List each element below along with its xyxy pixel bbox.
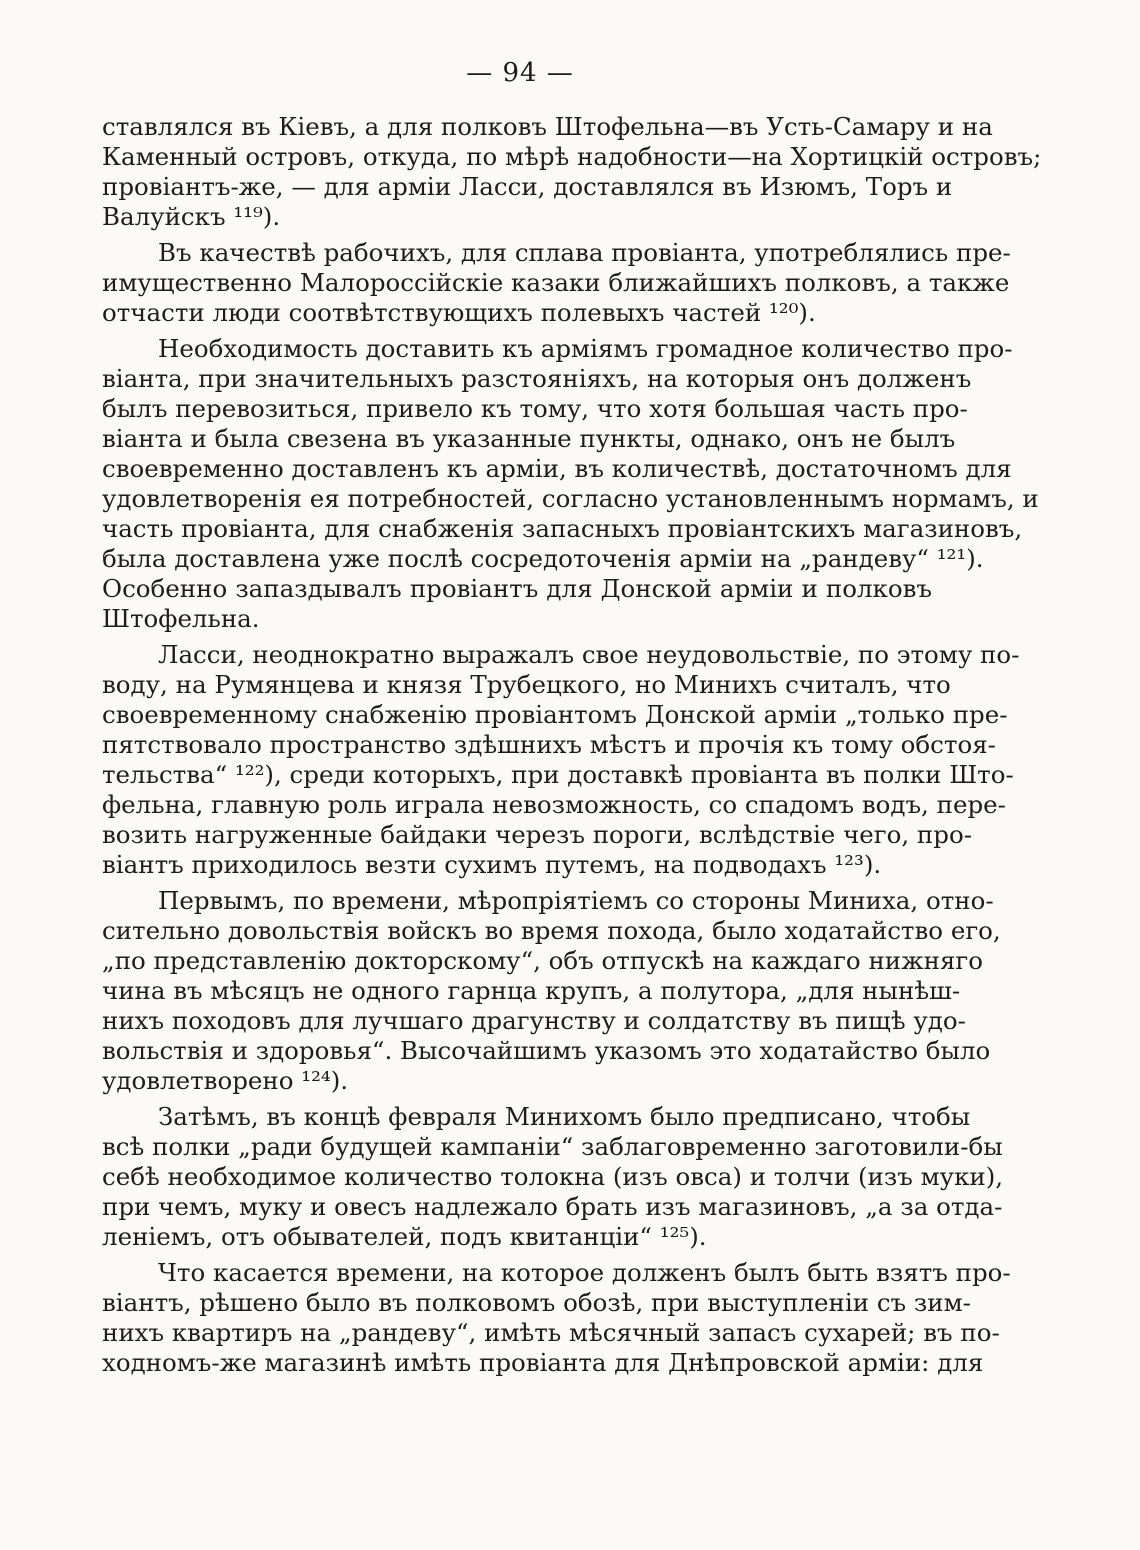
text-line: былъ перевозиться, привело къ тому, что хотя большая часть про-: [102, 394, 968, 423]
text-line: „по представленію докторскому“, объ отпускѣ на каждаго нижняго: [102, 946, 984, 975]
text-line: воду, на Румянцева и князя Трубецкого, но Минихъ считалъ, что: [102, 670, 951, 699]
text-line: нихъ походовъ для лучшаго драгунству и солдатству въ пищѣ удо-: [102, 1006, 966, 1035]
text-line: Ласси, неоднократно выражалъ свое неудовольствіе, по этому по-: [158, 640, 1020, 669]
text-line: при чемъ, муку и овесъ надлежало брать изъ магазиновъ, „а за отда-: [102, 1192, 1003, 1221]
text-line: своевременному снабженію провіантомъ Донской арміи „только пре-: [102, 700, 1008, 729]
text-line: Первымъ, по времени, мѣропріятіемъ со стороны Миниха, отно-: [158, 886, 994, 915]
text-line: віанта и была свезена въ указанные пункты, однако, онъ не былъ: [102, 424, 956, 453]
text-line: фельна, главную роль играла невозможность, со спадомъ водъ, пере-: [102, 790, 1006, 819]
text-line: возить нагруженные байдаки черезъ пороги, вслѣдствіе чего, про-: [102, 820, 972, 849]
text-line: леніемъ, отъ обывателей, подъ квитанціи“ ¹²⁵).: [102, 1222, 707, 1251]
text-line: вольствія и здоровья“. Высочайшимъ указомъ это ходатайство было: [102, 1036, 991, 1065]
text-line: Штофельна.: [102, 604, 260, 633]
text-line: Валуйскъ ¹¹⁹).: [102, 202, 281, 231]
paragraph: [102, 334, 1039, 634]
text-line: своевременно доставленъ къ арміи, въ количествѣ, достаточномъ для: [102, 454, 1012, 483]
text-line: тельства“ ¹²²), среди которыхъ, при доставкѣ провіанта въ полки Што-: [102, 760, 1014, 789]
body-text: [102, 112, 1042, 1384]
text-line: Каменный островъ, откуда, по мѣрѣ надобности—на Хортицкій островъ;: [102, 142, 1042, 171]
text-line: удовлетворенія ея потребностей, согласно установленнымъ нормамъ, и: [102, 484, 1039, 513]
text-line: всѣ полки „ради будущей кампаніи“ заблаговременно заготовили-бы: [102, 1132, 1003, 1161]
text-line: Необходимость доставить къ арміямъ громадное количество про-: [158, 334, 1013, 363]
text-line: Особенно запаздывалъ провіантъ для Донской арміи и полковъ: [102, 574, 932, 603]
text-line: ставлялся въ Кіевъ, а для полковъ Штофельна—въ Усть-Самару и на: [102, 112, 993, 141]
text-line: Въ качествѣ рабочихъ, для сплава провіанта, употреблялись пре-: [158, 238, 1011, 267]
paragraph: [102, 1258, 1011, 1378]
text-line: себѣ необходимое количество толокна (изъ овса) и толчи (изъ муки),: [102, 1162, 1004, 1191]
paragraph: [102, 112, 1042, 232]
text-line: часть провіанта, для снабженія запасныхъ провіантскихъ магазиновъ,: [102, 514, 1023, 543]
text-line: ходномъ-же магазинѣ имѣть провіанта для Днѣпровской арміи: для: [102, 1348, 984, 1377]
text-line: отчасти люди соотвѣтствующихъ полевыхъ частей ¹²⁰).: [102, 298, 816, 327]
text-line: имущественно Малороссійскіе казаки ближайшихъ полковъ, а также: [102, 268, 1010, 297]
text-line: удовлетворено ¹²⁴).: [102, 1066, 349, 1095]
text-line: Затѣмъ, въ концѣ февраля Минихомъ было предписано, чтобы: [158, 1102, 971, 1131]
paragraph: [102, 1102, 1004, 1252]
text-line: нихъ квартиръ на „рандеву“, имѣть мѣсячный запасъ сухарей; въ по-: [102, 1318, 1000, 1347]
text-line: была доставлена уже послѣ сосредоточенія арміи на „рандеву“ ¹²¹).: [102, 544, 984, 573]
page-number: — 94 —: [466, 58, 574, 88]
text-line: провіантъ-же, — для арміи Ласси, доставлялся въ Изюмъ, Торъ и: [102, 172, 953, 201]
text-line: віантъ приходилось везти сухимъ путемъ, на подводахъ ¹²³).: [102, 850, 882, 879]
paragraph: [102, 238, 1011, 328]
paragraph: [102, 886, 1001, 1096]
text-line: пятствовало пространство здѣшнихъ мѣстъ и прочія къ тому обстоя-: [102, 730, 996, 759]
text-line: сительно довольствія войскъ во время похода, было ходатайство его,: [102, 916, 1001, 945]
paragraph: [102, 640, 1020, 880]
text-line: віанта, при значительныхъ разстояніяхъ, на которыя онъ долженъ: [102, 364, 972, 393]
text-line: чина въ мѣсяцъ не одного гарнца крупъ, а полутора, „для нынѣш-: [102, 976, 961, 1005]
text-line: Что касается времени, на которое долженъ былъ быть взятъ про-: [158, 1258, 1011, 1287]
text-line: віантъ, рѣшено было въ полковомъ обозѣ, при выступленіи съ зим-: [102, 1288, 971, 1317]
